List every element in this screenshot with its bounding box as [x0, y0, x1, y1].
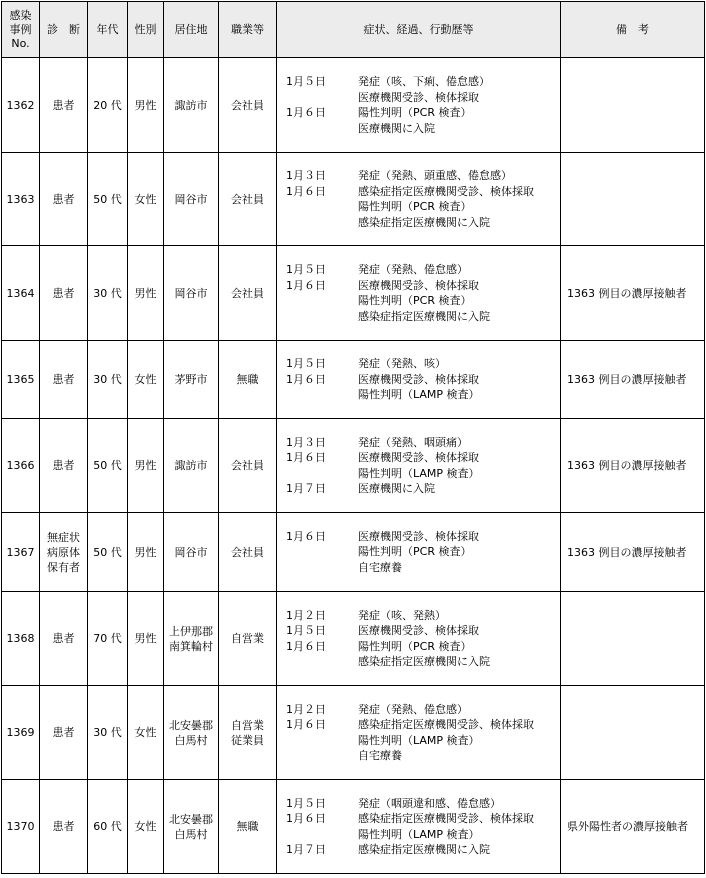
timeline-text: 発症（咽頭違和感、倦怠感）	[358, 796, 501, 810]
timeline-date: 1月２日	[286, 702, 326, 716]
remarks-cell	[561, 58, 705, 153]
symptoms-cell	[277, 592, 561, 686]
case-number-cell: 1365	[2, 341, 40, 419]
sex-cell: 女性	[128, 686, 164, 780]
timeline-text: 感染症指定医療機関に入院	[358, 843, 490, 856]
diagnosis-cell: 患者	[40, 341, 88, 419]
symptoms-cell	[277, 58, 561, 153]
remarks-cell: 1363 例目の濃厚接触者	[561, 341, 705, 419]
timeline-entry	[283, 121, 558, 137]
timeline-date	[283, 748, 358, 764]
case-number-cell: 1369	[2, 686, 40, 780]
timeline-entry	[283, 529, 558, 545]
timeline-date	[283, 121, 358, 137]
timeline-text: 発症（咳、発熱）	[358, 608, 446, 622]
table-row	[2, 246, 705, 341]
sex-cell: 男性	[128, 592, 164, 686]
timeline-text: 陽性判明（PCR 検査）	[358, 106, 472, 119]
occupation-cell: 自営業 従業員	[219, 686, 277, 780]
remarks-cell: 1363 例目の濃厚接触者	[561, 513, 705, 592]
diagnosis-cell: 患者	[40, 419, 88, 513]
symptoms-cell	[277, 341, 561, 419]
timeline-entry	[283, 608, 558, 624]
header-diagnosis: 診 断	[40, 2, 88, 58]
case-number-cell: 1366	[2, 419, 40, 513]
timeline-entry	[283, 387, 558, 403]
timeline-entry	[283, 356, 558, 372]
table-row	[2, 686, 705, 780]
timeline-text: 感染症指定医療機関に入院	[358, 309, 490, 323]
timeline-text: 陽性判明（PCR 検査）	[358, 294, 472, 307]
symptoms-cell	[277, 153, 561, 246]
timeline-entry	[283, 199, 558, 215]
timeline-entry	[283, 466, 558, 482]
timeline-date: 1月６日	[286, 639, 326, 653]
timeline-date: 1月７日	[286, 482, 326, 495]
timeline-date: 1月６日	[286, 812, 326, 825]
residence-cell: 岡谷市	[164, 513, 219, 592]
table-row	[2, 592, 705, 686]
timeline-entry	[283, 168, 558, 184]
timeline-date	[283, 827, 358, 843]
residence-cell: 北安曇郡 白馬村	[164, 686, 219, 780]
timeline-entry	[283, 278, 558, 294]
timeline-date	[283, 466, 358, 482]
age-cell: 30 代	[88, 341, 128, 419]
timeline-date	[283, 293, 358, 309]
header-occupation: 職業等	[219, 2, 277, 58]
remarks-cell	[561, 592, 705, 686]
timeline-text: 感染症指定医療機関に入院	[358, 215, 490, 229]
case-number-cell: 1367	[2, 513, 40, 592]
symptoms-cell	[277, 246, 561, 341]
timeline-date: 1月５日	[286, 357, 326, 371]
timeline-entry	[283, 293, 558, 309]
timeline-text: 発症（発熱、倦怠感）	[358, 263, 468, 276]
timeline-text: 発症（発熱、咽頭痛）	[358, 435, 468, 449]
timeline-text: 医療機関受診、検体採取	[358, 372, 479, 386]
diagnosis-cell: 患者	[40, 780, 88, 874]
timeline-date: 1月６日	[286, 106, 326, 119]
case-table	[1, 1, 705, 874]
table-row	[2, 58, 705, 153]
occupation-cell: 会社員	[219, 246, 277, 341]
case-number-cell: 1363	[2, 153, 40, 246]
diagnosis-cell: 患者	[40, 592, 88, 686]
timeline-date: 1月５日	[286, 75, 326, 88]
age-cell: 20 代	[88, 58, 128, 153]
timeline-text: 医療機関受診、検体採取	[358, 278, 479, 292]
timeline-entry	[283, 827, 558, 843]
timeline-text: 自宅療養	[358, 560, 402, 574]
occupation-cell: 会社員	[219, 513, 277, 592]
timeline-text: 感染症指定医療機関受診、検体採取	[358, 184, 534, 198]
timeline-date: 1月６日	[286, 278, 326, 292]
table-row	[2, 419, 705, 513]
occupation-cell: 自営業	[219, 592, 277, 686]
header-symptoms: 症状、経過、行動歴等	[277, 2, 561, 58]
timeline-text: 陽性判明（PCR 検査）	[358, 545, 472, 559]
diagnosis-cell: 患者	[40, 246, 88, 341]
occupation-cell: 会社員	[219, 153, 277, 246]
remarks-cell	[561, 686, 705, 780]
remarks-cell: 1363 例目の濃厚接触者	[561, 419, 705, 513]
sex-cell: 男性	[128, 513, 164, 592]
timeline-entry	[283, 215, 558, 231]
timeline-entry	[283, 842, 558, 858]
age-cell: 50 代	[88, 153, 128, 246]
symptoms-cell	[277, 513, 561, 592]
timeline-text: 発症（咳、下痢、倦怠感）	[358, 75, 490, 88]
case-number-cell: 1368	[2, 592, 40, 686]
age-cell: 60 代	[88, 780, 128, 874]
timeline-date: 1月６日	[286, 372, 326, 386]
timeline-text: 感染症指定医療機関受診、検体採取	[358, 812, 534, 825]
timeline-date: 1月５日	[286, 263, 326, 276]
sex-cell: 男性	[128, 58, 164, 153]
case-number-cell: 1362	[2, 58, 40, 153]
timeline-date	[283, 544, 358, 560]
header-residence: 居住地	[164, 2, 219, 58]
timeline-date	[283, 733, 358, 749]
timeline-text: 医療機関受診、検体採取	[358, 451, 479, 464]
timeline-entry	[283, 372, 558, 388]
timeline-entry	[283, 184, 558, 200]
timeline-entry	[283, 74, 558, 90]
residence-cell: 北安曇郡 白馬村	[164, 780, 219, 874]
occupation-cell: 会社員	[219, 58, 277, 153]
diagnosis-cell: 患者	[40, 686, 88, 780]
timeline-date	[283, 560, 358, 576]
diagnosis-cell: 無症状 病原体 保有者	[40, 513, 88, 592]
timeline-text: 陽性判明（LAMP 検査）	[358, 827, 480, 841]
timeline-date: 1月７日	[286, 843, 326, 856]
timeline-text: 医療機関に入院	[358, 121, 435, 135]
timeline-entry	[283, 435, 558, 451]
remarks-cell: 県外陽性者の濃厚接触者	[561, 780, 705, 874]
timeline-entry	[283, 654, 558, 670]
timeline-text: 発症（発熱、咳）	[358, 357, 446, 371]
diagnosis-cell: 患者	[40, 153, 88, 246]
timeline-date	[283, 309, 358, 325]
timeline-text: 陽性判明（PCR 検査）	[358, 200, 472, 213]
symptoms-cell	[277, 780, 561, 874]
age-cell: 50 代	[88, 419, 128, 513]
timeline-entry	[283, 544, 558, 560]
timeline-entry	[283, 481, 558, 497]
symptoms-cell	[277, 419, 561, 513]
timeline-entry	[283, 105, 558, 121]
timeline-text: 陽性判明（LAMP 検査）	[358, 466, 480, 480]
residence-cell: 岡谷市	[164, 153, 219, 246]
occupation-cell: 無職	[219, 780, 277, 874]
timeline-entry	[283, 90, 558, 106]
timeline-date: 1月５日	[286, 624, 326, 637]
table-body	[2, 58, 705, 874]
timeline-date: 1月６日	[286, 451, 326, 464]
table-row	[2, 780, 705, 874]
diagnosis-cell: 患者	[40, 58, 88, 153]
timeline-date: 1月６日	[286, 718, 326, 731]
timeline-date: 1月６日	[286, 529, 326, 543]
timeline-date: 1月３日	[286, 435, 326, 449]
residence-cell: 諏訪市	[164, 58, 219, 153]
timeline-entry	[283, 560, 558, 576]
remarks-cell	[561, 153, 705, 246]
timeline-text: 感染症指定医療機関受診、検体採取	[358, 718, 534, 731]
timeline-entry	[283, 639, 558, 655]
sex-cell: 女性	[128, 780, 164, 874]
timeline-text: 陽性判明（PCR 検査）	[358, 639, 472, 653]
timeline-text: 医療機関受診、検体採取	[358, 529, 479, 543]
age-cell: 30 代	[88, 246, 128, 341]
age-cell: 30 代	[88, 686, 128, 780]
header-remarks: 備 考	[561, 2, 705, 58]
table-row	[2, 341, 705, 419]
timeline-date	[283, 199, 358, 215]
timeline-entry	[283, 733, 558, 749]
header-sex: 性別	[128, 2, 164, 58]
timeline-text: 発症（発熱、頭重感、倦怠感）	[358, 169, 512, 182]
timeline-date	[283, 387, 358, 403]
residence-cell: 諏訪市	[164, 419, 219, 513]
timeline-date: 1月６日	[286, 184, 326, 198]
timeline-entry	[283, 748, 558, 764]
sex-cell: 男性	[128, 246, 164, 341]
timeline-date: 1月５日	[286, 796, 326, 810]
timeline-date	[283, 215, 358, 231]
occupation-cell: 会社員	[219, 419, 277, 513]
timeline-entry	[283, 702, 558, 718]
remarks-cell: 1363 例目の濃厚接触者	[561, 246, 705, 341]
timeline-date: 1月２日	[286, 608, 326, 622]
timeline-text: 医療機関受診、検体採取	[358, 90, 479, 104]
timeline-date: 1月３日	[286, 169, 326, 182]
timeline-text: 医療機関受診、検体採取	[358, 624, 479, 637]
occupation-cell: 無職	[219, 341, 277, 419]
residence-cell: 茅野市	[164, 341, 219, 419]
symptoms-cell	[277, 686, 561, 780]
timeline-date	[283, 654, 358, 670]
residence-cell: 上伊那郡 南箕輪村	[164, 592, 219, 686]
case-number-cell: 1364	[2, 246, 40, 341]
age-cell: 70 代	[88, 592, 128, 686]
table-row	[2, 153, 705, 246]
case-number-cell: 1370	[2, 780, 40, 874]
sex-cell: 男性	[128, 419, 164, 513]
timeline-text: 陽性判明（LAMP 検査）	[358, 388, 480, 402]
sex-cell: 女性	[128, 341, 164, 419]
header-case-no: 感染 事例 No.	[2, 2, 40, 58]
timeline-entry	[283, 796, 558, 812]
timeline-text: 感染症指定医療機関に入院	[358, 655, 490, 668]
timeline-entry	[283, 811, 558, 827]
timeline-text: 発症（発熱、倦怠感）	[358, 702, 468, 716]
timeline-text: 医療機関に入院	[358, 482, 435, 495]
timeline-entry	[283, 309, 558, 325]
sex-cell: 女性	[128, 153, 164, 246]
header-row	[2, 2, 705, 58]
timeline-entry	[283, 623, 558, 639]
timeline-text: 陽性判明（LAMP 検査）	[358, 733, 480, 747]
timeline-entry	[283, 450, 558, 466]
timeline-entry	[283, 717, 558, 733]
timeline-date	[283, 90, 358, 106]
residence-cell: 岡谷市	[164, 246, 219, 341]
header-age: 年代	[88, 2, 128, 58]
timeline-text: 自宅療養	[358, 749, 402, 762]
table-row	[2, 513, 705, 592]
timeline-entry	[283, 262, 558, 278]
age-cell: 50 代	[88, 513, 128, 592]
